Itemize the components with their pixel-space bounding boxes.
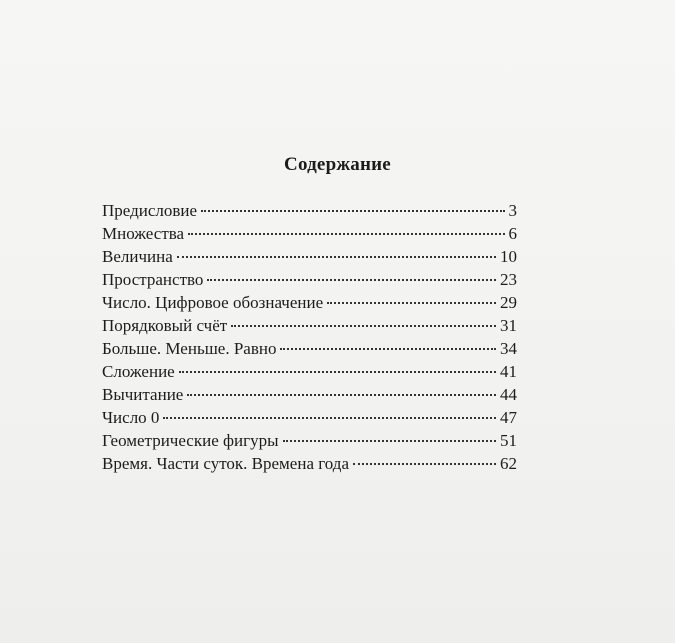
toc-entry	[102, 429, 517, 452]
toc-entry-label: Вычитание	[102, 385, 184, 404]
toc-entry	[102, 222, 517, 245]
toc-entry-label: Геометрические фигуры	[102, 431, 279, 450]
toc-entry	[102, 199, 517, 222]
toc-entry-page: 29	[500, 293, 517, 312]
toc-entry-page: 41	[500, 362, 517, 381]
toc-entry-label: Величина	[102, 247, 173, 266]
toc-entry	[102, 383, 517, 406]
toc-entry-page: 34	[500, 339, 517, 358]
toc-leader-dots	[179, 369, 496, 373]
toc-leader-dots	[187, 392, 496, 396]
toc-entry-page: 44	[500, 385, 517, 404]
toc-entry-label: Время. Части суток. Времена года	[102, 454, 349, 473]
toc-entry-label: Порядковый счёт	[102, 316, 228, 335]
toc-entry	[102, 452, 517, 475]
toc-entry	[102, 291, 517, 314]
toc-entry	[102, 406, 517, 429]
toc-entry-label: Больше. Меньше. Равно	[102, 339, 277, 358]
toc-entry	[102, 245, 517, 268]
toc-entry-label: Число. Цифровое обозначение	[102, 293, 324, 312]
toc-entry-label: Сложение	[102, 362, 175, 381]
toc-leader-dots	[188, 231, 504, 235]
toc-entry-label: Предисловие	[102, 201, 198, 220]
toc-leader-dots	[201, 208, 504, 212]
toc-entry-page: 31	[500, 316, 517, 335]
toc-title: Содержание	[284, 154, 391, 175]
toc-leader-dots	[163, 415, 496, 419]
toc-leader-dots	[353, 461, 496, 465]
toc-entry-page: 3	[508, 201, 517, 220]
toc-leader-dots	[231, 323, 496, 327]
toc-entry	[102, 337, 517, 360]
toc-entry	[102, 360, 517, 383]
toc-entry-page: 62	[500, 454, 517, 473]
toc-leader-dots	[207, 277, 496, 281]
toc-leader-dots	[327, 300, 496, 304]
toc-entry	[102, 314, 517, 337]
toc-entry-page: 51	[500, 431, 517, 450]
toc-list	[102, 199, 517, 475]
toc-entry-page: 23	[500, 270, 517, 289]
toc-entry-page: 6	[508, 224, 517, 243]
toc-entry-page: 47	[500, 408, 517, 427]
toc-leader-dots	[177, 254, 496, 258]
toc-entry-label: Множества	[102, 224, 185, 243]
toc-leader-dots	[280, 346, 496, 350]
toc-leader-dots	[283, 438, 496, 442]
toc-entry-label: Пространство	[102, 270, 204, 289]
toc-entry	[102, 268, 517, 291]
toc-entry-page: 10	[500, 247, 517, 266]
toc-entry-label: Число 0	[102, 408, 160, 427]
